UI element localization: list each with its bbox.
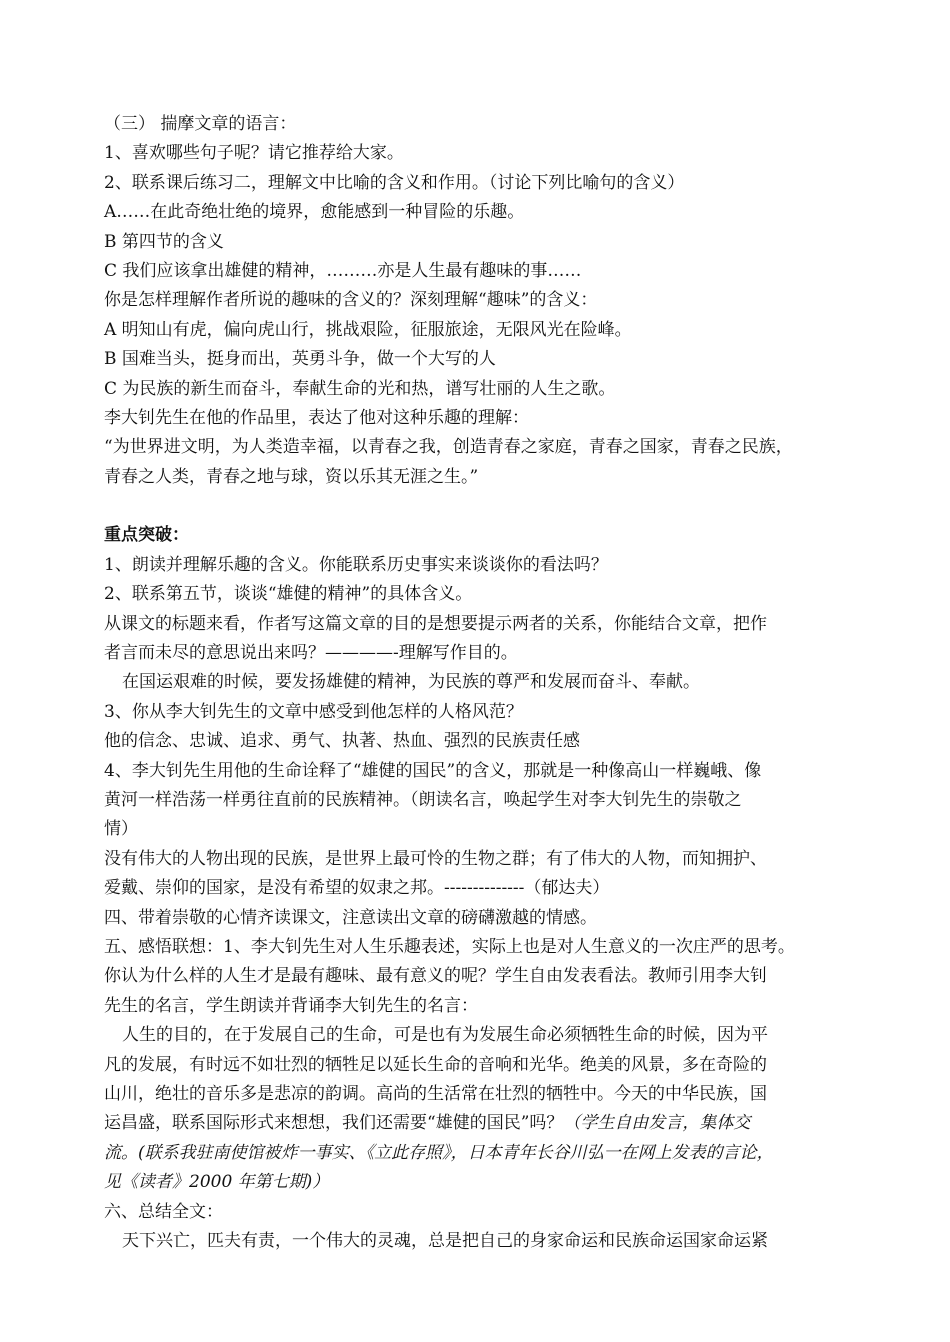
blank-line [104,492,866,521]
quote-line: 山川，绝壮的音乐多是悲凉的韵调。高尚的生活常在壮烈的牺牲中。今天的中华民族，国 [104,1084,767,1104]
quote-line: “为世界进文明，为人类造幸福，以青春之我，创造青春之家庭，青春之国家，青春之民族， [104,437,793,458]
section-heading-key-points: 重点突破： [104,525,189,546]
italic-note-line: 流。(联系我驻南使馆被炸一事实、《立此存照》，日本青年长谷川弘一在网上发表的言论， [104,1142,774,1163]
text-line: 他的信念、忠诚、追求、勇气、执著、热血、强烈的民族责任感 [104,731,580,752]
italic-note-line: 见《读者》2000 年第七期)） [104,1172,330,1193]
text-line: 4、李大钊先生用他的生命诠释了“雄健的国民”的含义，那就是一种像高山一样巍峨、像 [104,760,762,781]
text-line: 黄河一样浩荡一样勇往直前的民族精神。（朗读名言，唤起学生对李大钊先生的崇敬之 [104,789,742,810]
text-line: 你是怎样理解作者所说的趣味的含义的？深刻理解“趣味”的含义： [104,290,598,311]
text-line: B 国难当头，挺身而出，英勇斗争，做一个大写的人 [104,349,496,370]
text-line: C 为民族的新生而奋斗，奉献生命的光和热，谱写壮丽的人生之歌。 [104,378,616,399]
section-heading-language: （三） 揣摩文章的语言： [104,114,297,134]
text-line: 3、你从李大钊先生的文章中感受到他怎样的人格风范？ [104,701,523,722]
text-line: 2、联系课后练习二，理解文中比喻的含义和作用。（讨论下列比喻句的含义） [104,172,685,193]
text-line: C 我们应该拿出雄健的精神，………亦是人生最有趣味的事…… [104,261,582,282]
text-segment: 运昌盛，联系国际形式来想想，我们还需要“雄健的国民”吗？ [104,1113,564,1134]
text-line: 2、联系第五节，谈谈“雄健的精神”的具体含义。 [104,584,473,605]
text-line: 你认为什么样的人生才是最有趣味、最有意义的呢？学生自由发表看法。教师引用李大钊 [104,966,767,987]
quote-line: 凡的发展，有时远不如壮烈的牺牲足以延长生命的音响和光华。绝美的风景，多在奇险的 [104,1054,767,1075]
text-line: 五、感悟联想：1、李大钊先生对人生乐趣表述，实际上也是对人生意义的一次庄严的思考。 [104,936,795,957]
quote-line: 人生的目的，在于发展自己的生命，可是也有为发展生命必须牺牲生命的时候，因为平 [122,1025,768,1046]
text-line: 情） [104,819,138,840]
section-heading-summary: 六、总结全文： [104,1201,223,1222]
text-line: 者言而未尽的意思说出来吗？————-理解写作目的。 [104,642,518,663]
text-line: A……在此奇绝壮绝的境界，愈能感到一种冒险的乐趣。 [104,202,525,223]
text-line: 1、喜欢哪些句子呢？请它推荐给大家。 [104,143,404,164]
text-line [104,1109,866,1138]
text-line: 没有伟大的人物出现的民族，是世界上最可怜的生物之群；有了伟大的人物，而知拥护、 [104,848,767,869]
text-line: B 第四节的含义 [104,231,224,252]
text-line: 爱戴、崇仰的国家，是没有希望的奴隶之邦。--------------（郁达夫） [104,878,610,899]
text-line: 在国运艰难的时候，要发扬雄健的精神，为民族的尊严和发展而奋斗、奉献。 [122,672,700,693]
text-line: 天下兴亡，匹夫有责，一个伟大的灵魂，总是把自己的身家命运和民族命运国家命运紧 [122,1231,768,1252]
document-body [104,110,866,1256]
quote-line: 青春之人类，青春之地与球，资以乐其无涯之生。” [104,466,479,487]
text-line: 四、带着崇敬的心情齐读课文，注意读出文章的磅礴激越的情感。 [104,907,597,928]
text-line: A 明知山有虎，偏向虎山行，挑战艰险，征服旅途，无限风光在险峰。 [104,319,632,340]
text-line: 从课文的标题来看，作者写这篇文章的目的是想要提示两者的关系，你能结合文章，把作 [104,613,767,634]
text-line: 1、朗读并理解乐趣的含义。你能联系历史事实来谈谈你的看法吗？ [104,554,608,575]
italic-note: （学生自由发言，集体交 [563,1113,751,1134]
text-line: 李大钊先生在他的作品里，表达了他对这种乐趣的理解： [104,408,529,429]
text-line: 先生的名言，学生朗读并背诵李大钊先生的名言： [104,995,478,1016]
